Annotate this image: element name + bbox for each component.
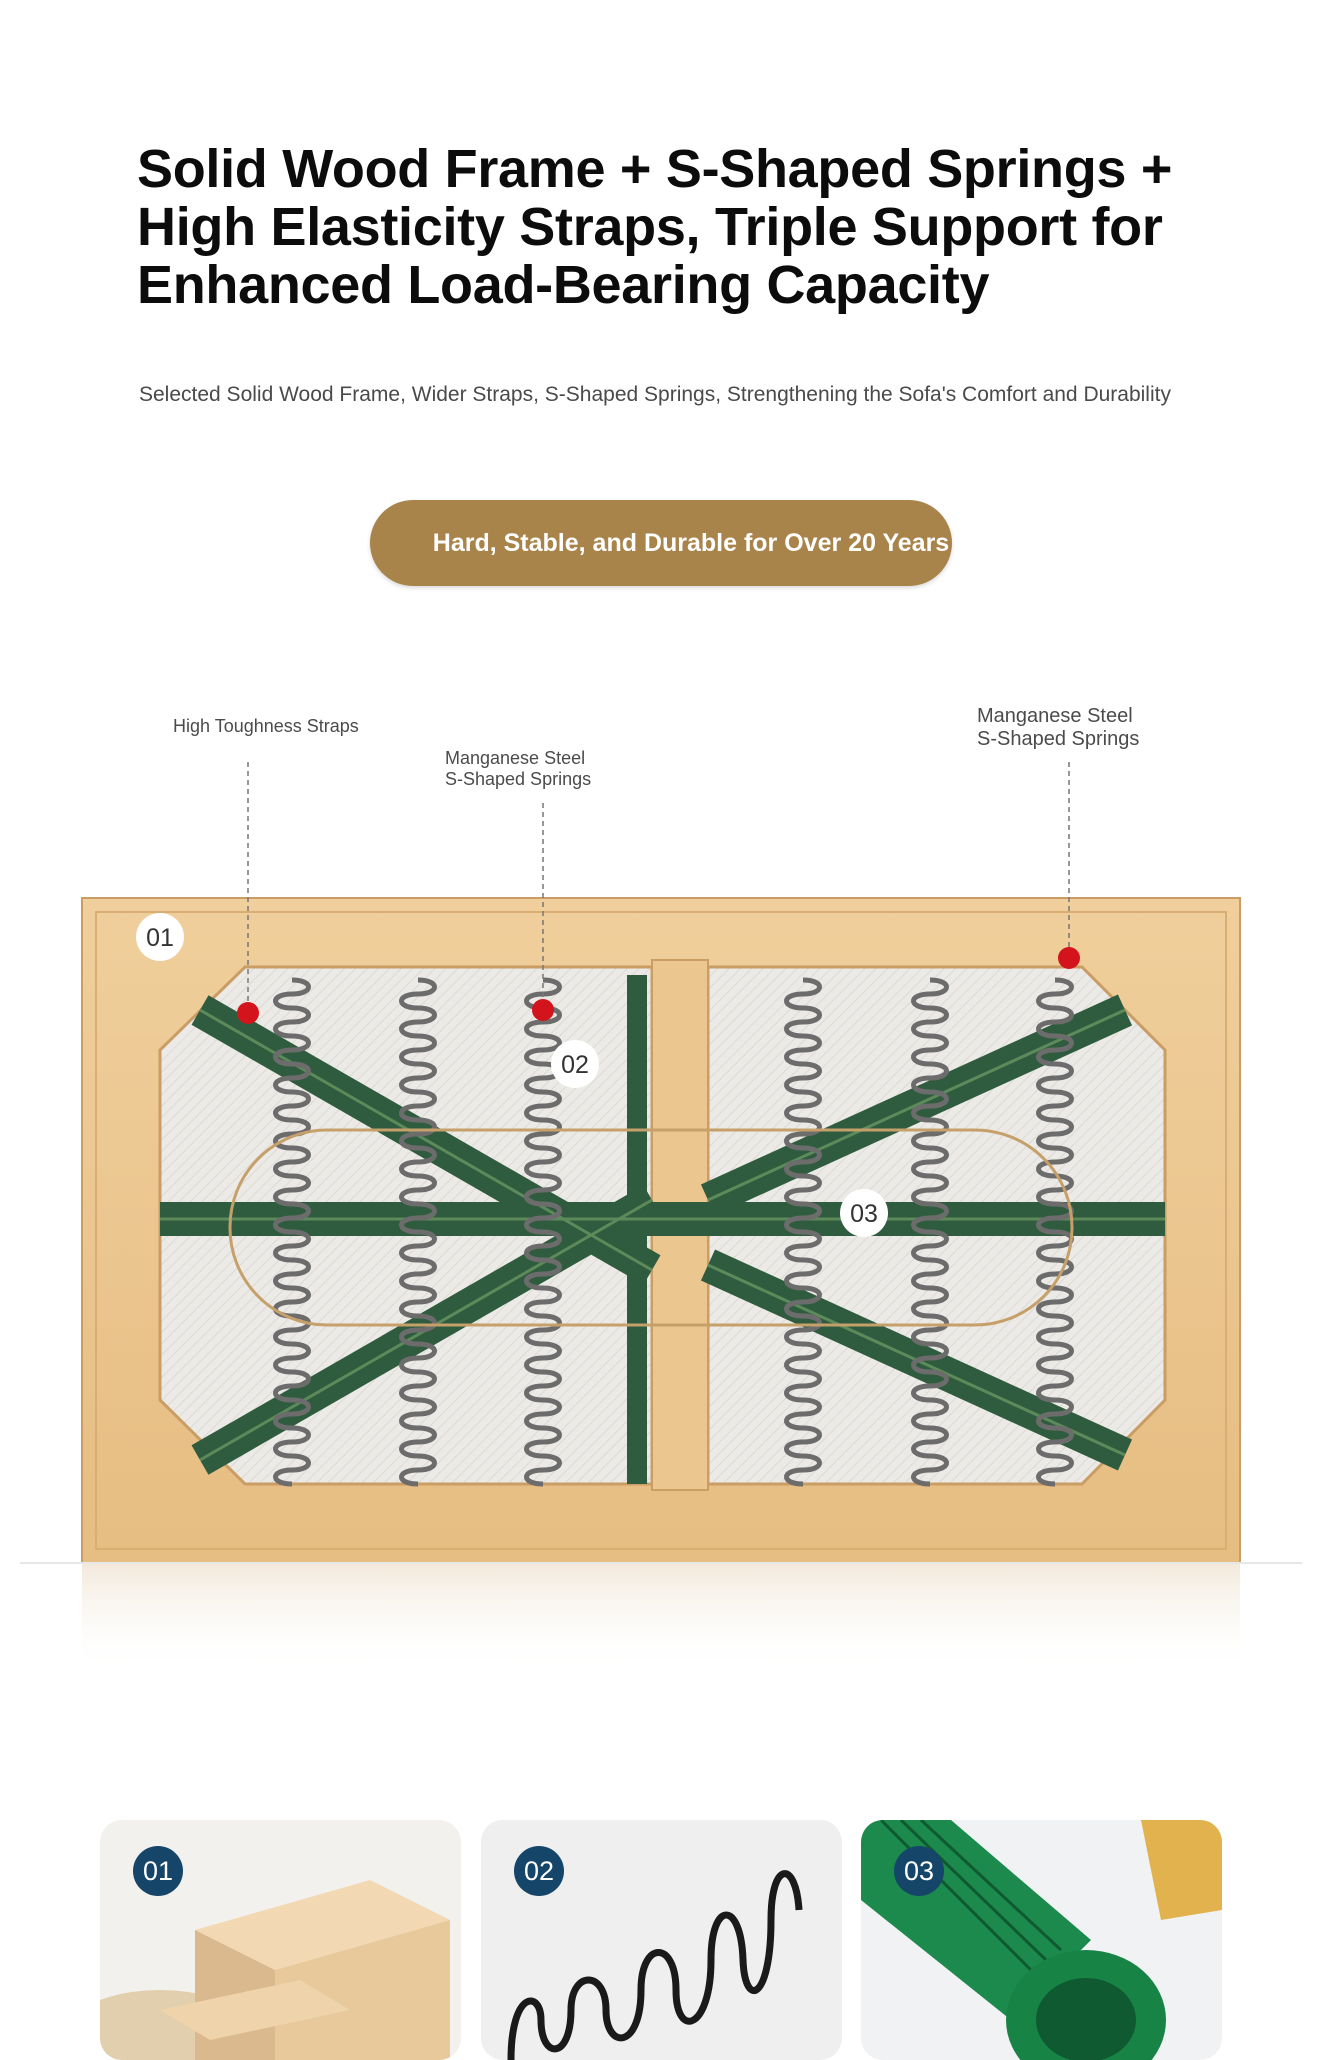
card-02-number: 02 xyxy=(514,1846,564,1896)
marker-01-label: 01 xyxy=(146,924,174,952)
callout-springs-right-line2: S-Shaped Springs xyxy=(977,728,1140,750)
marker-01 xyxy=(136,913,184,961)
callout-springs-middle-line2: S-Shaped Springs xyxy=(445,769,592,789)
pin-springs-right xyxy=(1058,947,1080,969)
pin-straps xyxy=(237,1002,259,1024)
callout-springs-right-line1: Manganese Steel xyxy=(977,705,1133,727)
card-wood xyxy=(100,1820,461,2060)
component-cards xyxy=(0,1820,1322,2048)
page-title: Solid Wood Frame + S-Shaped Springs + High Elasticity Straps, Triple Support for Enhanced Load-Bearing Capacity xyxy=(137,139,1173,315)
pin-springs-middle xyxy=(532,999,554,1021)
sofa-frame-diagram xyxy=(0,680,1322,1700)
marker-02 xyxy=(551,1040,599,1088)
card-01-number: 01 xyxy=(133,1846,183,1896)
durability-badge-text: Hard, Stable, and Durable for Over 20 Years xyxy=(432,528,950,557)
callout-springs-middle-line1: Manganese Steel xyxy=(445,748,586,768)
card-springs xyxy=(481,1820,842,2060)
durability-badge xyxy=(370,500,952,586)
marker-03 xyxy=(840,1189,888,1237)
marker-03-label: 03 xyxy=(850,1200,878,1228)
card-straps xyxy=(861,1820,1222,2060)
card-03-number: 03 xyxy=(894,1846,944,1896)
page-subtitle: Selected Solid Wood Frame, Wider Straps, S-Shaped Springs, Strengthening the Sofa's Comfort and Durability xyxy=(139,383,1171,406)
callout-straps-label: High Toughness Straps xyxy=(173,716,359,736)
marker-02-label: 02 xyxy=(561,1051,589,1079)
